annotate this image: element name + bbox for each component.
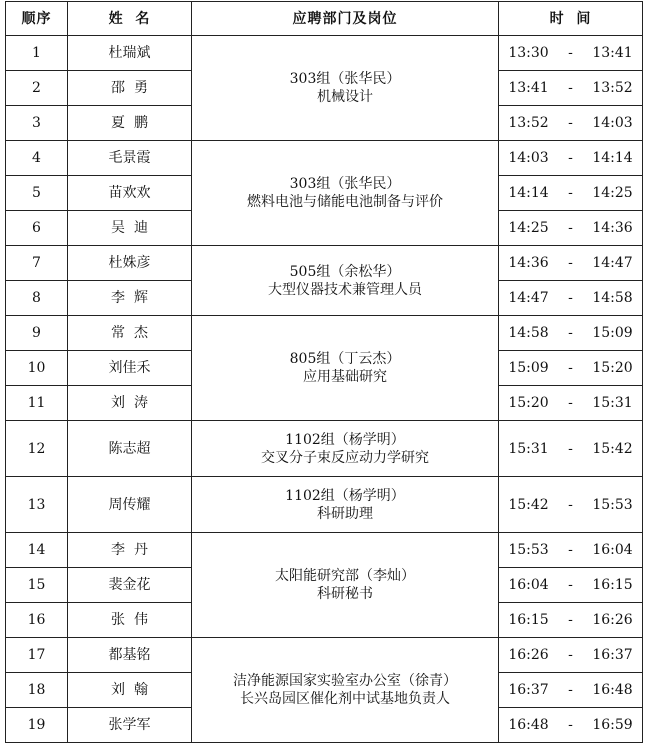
- row-order: 15: [6, 568, 68, 603]
- department-name: 303组（张华民）: [289, 71, 401, 87]
- time-separator: -: [568, 115, 573, 131]
- start-time: 15:42: [508, 496, 549, 513]
- header-name: 姓 名: [68, 2, 192, 36]
- start-time: 16:04: [508, 577, 549, 593]
- end-time: 14:14: [592, 150, 633, 166]
- start-time: 14:14: [508, 185, 549, 201]
- table-row: [6, 638, 643, 673]
- department-name: 805组（丁云杰）: [289, 351, 401, 367]
- department-name: 303组（张华民）: [289, 176, 401, 192]
- time-separator: -: [568, 45, 573, 61]
- row-order: 9: [6, 316, 68, 351]
- row-order: 4: [6, 141, 68, 176]
- schedule-body: [6, 36, 643, 743]
- time-separator: -: [568, 496, 573, 513]
- end-time: 13:52: [592, 80, 633, 96]
- start-time: 16:26: [508, 647, 549, 663]
- time-separator: -: [568, 185, 573, 201]
- time-slot: [499, 176, 643, 211]
- start-time: 13:41: [508, 80, 549, 96]
- start-time: 13:52: [508, 115, 549, 131]
- position-title: 机械设计: [317, 89, 373, 105]
- candidate-name: 毛景霞: [68, 141, 192, 176]
- table-row: [6, 477, 643, 533]
- start-time: 14:58: [508, 325, 549, 341]
- time-slot: [499, 673, 643, 708]
- department-name: 505组（余松华）: [289, 263, 401, 280]
- time-slot: [499, 421, 643, 477]
- department-position: [192, 533, 499, 638]
- department-name: 太阳能研究部（李灿）: [275, 568, 415, 584]
- candidate-name: 张 伟: [68, 603, 192, 638]
- header-dept: 应聘部门及岗位: [192, 2, 499, 36]
- candidate-name: 常 杰: [68, 316, 192, 351]
- start-time: 15:31: [508, 440, 549, 457]
- time-slot: [499, 603, 643, 638]
- row-order: 11: [6, 386, 68, 421]
- row-order: 13: [6, 477, 68, 533]
- time-separator: -: [568, 682, 573, 698]
- table-row: [6, 421, 643, 477]
- position-title: 交叉分子束反应动力学研究: [261, 449, 429, 466]
- row-order: 10: [6, 351, 68, 386]
- time-slot: [499, 533, 643, 568]
- candidate-name: 刘佳禾: [68, 351, 192, 386]
- time-separator: -: [568, 80, 573, 96]
- row-order: 3: [6, 106, 68, 141]
- time-slot: [499, 281, 643, 316]
- candidate-name: 苗欢欢: [68, 176, 192, 211]
- department-position: [192, 638, 499, 743]
- time-separator: -: [568, 717, 573, 733]
- candidate-name: 周传耀: [68, 477, 192, 533]
- department-position: [192, 36, 499, 141]
- start-time: 14:03: [508, 150, 549, 166]
- time-slot: [499, 211, 643, 246]
- time-separator: -: [568, 325, 573, 341]
- end-time: 14:47: [592, 255, 633, 271]
- candidate-name: 夏 鹏: [68, 106, 192, 141]
- row-order: 18: [6, 673, 68, 708]
- table-row: [6, 316, 643, 351]
- end-time: 14:58: [592, 290, 633, 306]
- row-order: 2: [6, 71, 68, 106]
- time-slot: [499, 351, 643, 386]
- table-row: [6, 246, 643, 281]
- start-time: 16:37: [508, 682, 549, 698]
- time-slot: [499, 568, 643, 603]
- end-time: 16:59: [592, 717, 633, 733]
- time-slot: [499, 386, 643, 421]
- time-slot: [499, 316, 643, 351]
- start-time: 15:20: [508, 395, 549, 411]
- end-time: 15:31: [592, 395, 633, 411]
- candidate-name: 杜瑞斌: [68, 36, 192, 71]
- time-slot: [499, 71, 643, 106]
- interview-schedule-table: [5, 1, 643, 743]
- end-time: 14:03: [592, 115, 633, 131]
- candidate-name: 邵 勇: [68, 71, 192, 106]
- time-slot: [499, 141, 643, 176]
- end-time: 15:09: [592, 325, 633, 341]
- time-separator: -: [568, 577, 573, 593]
- start-time: 16:15: [508, 612, 549, 628]
- row-order: 5: [6, 176, 68, 211]
- header-time: 时 间: [499, 2, 643, 36]
- position-title: 燃料电池与储能电池制备与评价: [247, 194, 443, 210]
- time-separator: -: [568, 220, 573, 236]
- header-order: 顺序: [6, 2, 68, 36]
- row-order: 19: [6, 708, 68, 743]
- position-title: 大型仪器技术兼管理人员: [268, 281, 422, 298]
- end-time: 16:48: [592, 682, 633, 698]
- end-time: 15:20: [592, 360, 633, 376]
- time-separator: -: [568, 150, 573, 166]
- start-time: 16:48: [508, 717, 549, 733]
- header-row: [6, 2, 643, 36]
- end-time: 13:41: [592, 45, 633, 61]
- time-separator: -: [568, 612, 573, 628]
- time-separator: -: [568, 290, 573, 306]
- end-time: 16:26: [592, 612, 633, 628]
- start-time: 14:47: [508, 290, 549, 306]
- position-title: 科研助理: [317, 505, 373, 522]
- start-time: 14:36: [508, 255, 549, 271]
- time-separator: -: [568, 647, 573, 663]
- position-title: 科研秘书: [317, 586, 373, 602]
- candidate-name: 都基铭: [68, 638, 192, 673]
- time-slot: [499, 106, 643, 141]
- candidate-name: 刘 涛: [68, 386, 192, 421]
- start-time: 15:53: [508, 542, 549, 558]
- position-title: 长兴岛园区催化剂中试基地负责人: [240, 691, 450, 707]
- row-order: 16: [6, 603, 68, 638]
- candidate-name: 李 丹: [68, 533, 192, 568]
- start-time: 13:30: [508, 45, 549, 61]
- time-separator: -: [568, 255, 573, 271]
- time-slot: [499, 708, 643, 743]
- end-time: 14:36: [592, 220, 633, 236]
- end-time: 16:15: [592, 577, 633, 593]
- end-time: 16:37: [592, 647, 633, 663]
- time-separator: -: [568, 440, 573, 457]
- candidate-name: 李 辉: [68, 281, 192, 316]
- table-row: [6, 533, 643, 568]
- time-separator: -: [568, 395, 573, 411]
- time-separator: -: [568, 542, 573, 558]
- table-row: [6, 36, 643, 71]
- row-order: 1: [6, 36, 68, 71]
- row-order: 8: [6, 281, 68, 316]
- end-time: 16:04: [592, 542, 633, 558]
- start-time: 15:09: [508, 360, 549, 376]
- department-position: [192, 477, 499, 533]
- department-name: 洁净能源国家实验室办公室（徐青）: [233, 673, 457, 689]
- time-slot: [499, 246, 643, 281]
- time-slot: [499, 36, 643, 71]
- time-slot: [499, 477, 643, 533]
- end-time: 15:42: [592, 440, 633, 457]
- end-time: 14:25: [592, 185, 633, 201]
- start-time: 14:25: [508, 220, 549, 236]
- candidate-name: 裴金花: [68, 568, 192, 603]
- candidate-name: 陈志超: [68, 421, 192, 477]
- department-name: 1102组（杨学明）: [285, 487, 405, 504]
- candidate-name: 张学军: [68, 708, 192, 743]
- time-slot: [499, 638, 643, 673]
- table-row: [6, 141, 643, 176]
- candidate-name: 杜姝彦: [68, 246, 192, 281]
- candidate-name: 刘 翰: [68, 673, 192, 708]
- department-position: [192, 141, 499, 246]
- candidate-name: 吴 迪: [68, 211, 192, 246]
- department-position: [192, 316, 499, 421]
- row-order: 17: [6, 638, 68, 673]
- row-order: 12: [6, 421, 68, 477]
- row-order: 6: [6, 211, 68, 246]
- department-position: [192, 421, 499, 477]
- position-title: 应用基础研究: [303, 369, 387, 385]
- row-order: 14: [6, 533, 68, 568]
- end-time: 15:53: [592, 496, 633, 513]
- department-position: [192, 246, 499, 316]
- department-name: 1102组（杨学明）: [285, 431, 405, 448]
- row-order: 7: [6, 246, 68, 281]
- time-separator: -: [568, 360, 573, 376]
